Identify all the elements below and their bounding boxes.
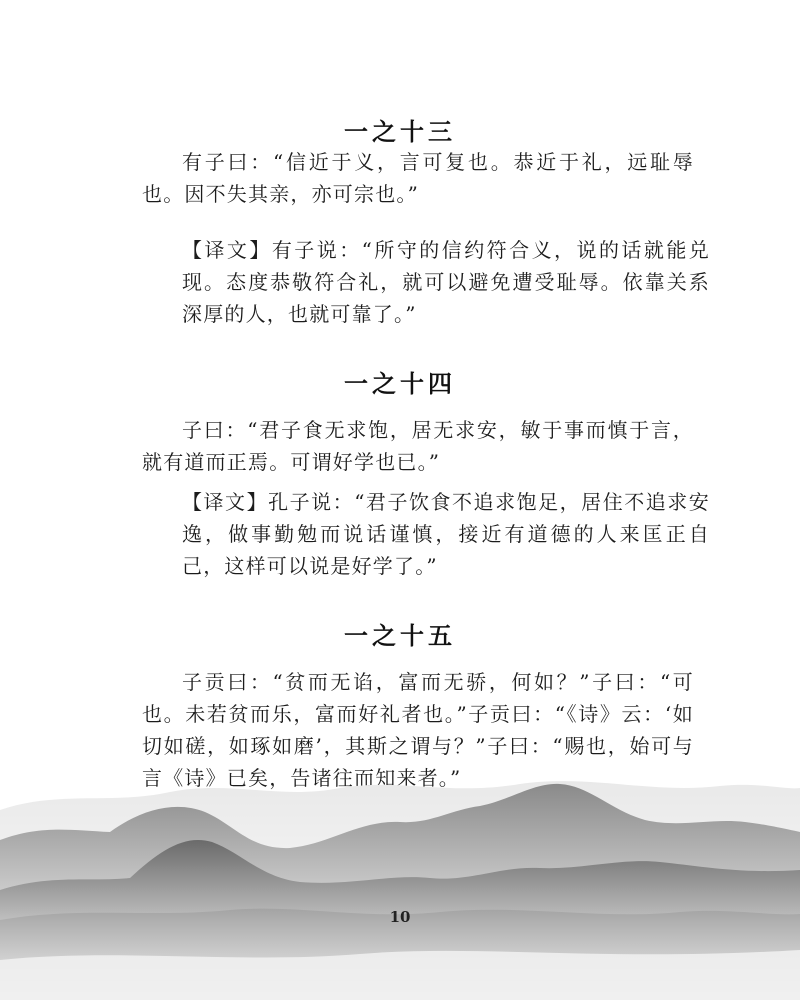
ink-mountains-illustration — [0, 770, 800, 1000]
original-text-1-14: 子曰：“君子食无求饱，居无求安，敏于事而慎于言，就有道而正焉。可谓好学也已。” — [142, 418, 694, 474]
section-title-1-15: 一之十五 — [344, 621, 456, 650]
original-text-1-15: 子贡曰：“贫而无谄，富而无骄，何如？”子曰：“可也。未若贫而乐，富而好礼者也。”子贡曰：“《诗》云：‘如切如磋，如琢如磨’，其斯之谓与？”子曰：“赐也，始可与言《诗》已矣，告诸往而知来者。” — [142, 670, 694, 790]
section-title-1-13: 一之十三 — [344, 117, 456, 146]
translation-text-1-13: 【译文】有子说：“所守的信约符合义，说的话就能兑现。态度恭敬符合礼，就可以避免遭受耻辱。依靠关系深厚的人，也就可靠了。” — [182, 238, 710, 326]
translation-text-1-14: 【译文】孔子说：“君子饮食不追求饱足，居住不追求安逸，做事勤勉而说话谨慎，接近有道德的人来匡正自己，这样可以说是好学了。” — [182, 490, 710, 578]
page-number: 10 — [389, 908, 411, 926]
section-title-1-14: 一之十四 — [344, 369, 456, 398]
original-text-1-13: 有子曰：“信近于义，言可复也。恭近于礼，远耻辱也。因不失其亲，亦可宗也。” — [142, 150, 694, 206]
